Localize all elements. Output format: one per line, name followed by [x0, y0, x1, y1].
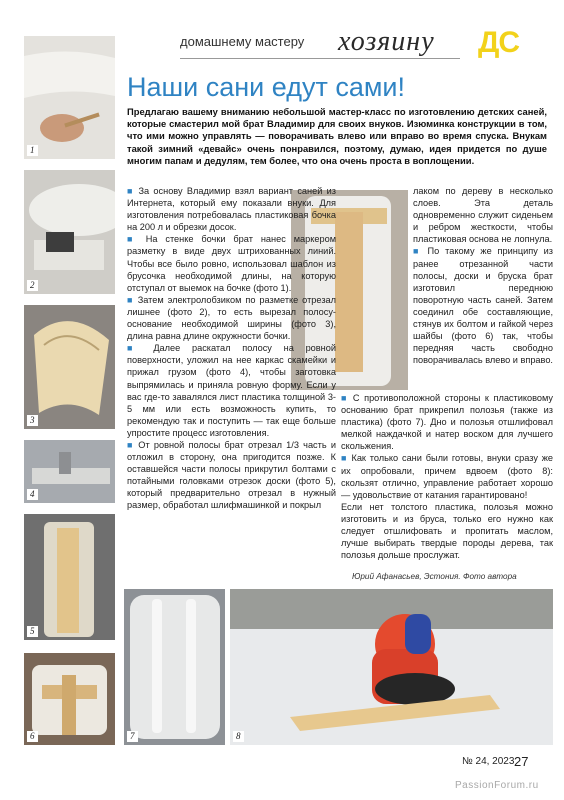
article-column-2-bottom: [341, 392, 553, 561]
photo-5-illustration: [24, 514, 115, 640]
author-credit: Юрий Афанасьев, Эстония. Фото автора: [352, 572, 517, 581]
photo-label: 7: [127, 731, 138, 742]
photo-1: [24, 36, 115, 159]
article-lead: Предлагаю вашему вниманию небольшой мастер-класс по изготовлению детских саней, которые смастерил мой брат Владимир для своих внуков. Изюминка конструкции в том, что ими можно управлять — поворачивать влево или вправо во время спуска. Внукам такой зимний «девайс» очень понравился, поэтому, думаю, идея придется по душе многим папам и дедулям, тем более, что она очень проста в воплощении.: [127, 106, 547, 166]
article-column-2-top: [413, 185, 553, 366]
paragraph: ■ На стенке бочки брат нанес маркером разметку в виде двух штрихованных линий. Чтобы все было ровно, использовал шаблон из брусочка необходимой длины, на которую отступал от выемок на бочке (фото 1).: [127, 234, 337, 293]
paragraph: ■ За основу Владимир взял вариант саней из Интернета, который ему показали внуки. Для изготовления потребовалась пластиковая бочка на 200 л и обрезки досок.: [127, 186, 336, 233]
photo-label: 8: [233, 731, 244, 742]
photo-2-illustration: [24, 170, 115, 294]
photo-label: 6: [27, 731, 38, 742]
photo-5: [24, 514, 115, 640]
magazine-logo: ДС: [478, 26, 520, 59]
photo-3: [24, 305, 115, 429]
paragraph: ■ От ровной полосы брат отрезал 1/3 часть и отложил в сторону, она пригодится позже. К оставшейся части полосы прикрутил болтами с потайными головками отрезок доски (фото 5), который предварительно отрезал в нужный размер, обработал шлифмашинкой и покрыл: [127, 439, 337, 511]
section-subtitle: домашнему мастеру: [180, 34, 305, 49]
magazine-title: хозяину: [338, 26, 435, 57]
photo-4: [24, 440, 115, 503]
photo-7: [124, 589, 225, 745]
paragraph: Если нет толстого пластика, полозья можно изготовить и из бруса, только его нужно как следует отшлифовать и пропитать маслом, лучше выбирать твердые породы дерева, так полозья дольше прослужат.: [341, 501, 553, 561]
photo-8-illustration: [230, 589, 553, 745]
photo-label: 5: [27, 626, 38, 637]
article-title: Наши сани едут сами!: [127, 72, 405, 102]
photo-3-illustration: [24, 305, 115, 429]
watermark: PassionForum.ru: [455, 780, 539, 791]
paragraph: ■ Затем электролобзиком по разметке отрезал лишнее (фото 2), то есть вырезал полосу-основание необходимой ширины (фото 3), длина равна длине окружности бочки.: [127, 294, 336, 342]
photo-6: [24, 653, 115, 745]
photo-1-illustration: [24, 36, 115, 159]
issue-number: № 24, 2023: [462, 756, 515, 767]
photo-2: [24, 170, 115, 294]
paragraph: ■ Далее раскатал полосу на ровной поверхности, уложил на нее каркас скамейки и прижал грузом (фото 4), чтобы заготовка выпрямилась и приняла ровную форму. Если у вас где-то завалялся лист пластика толщиной 3-5 мм или есть возможность купить, то рекомендую так и поступить — так еще больше упростите процесс изготовления.: [127, 343, 336, 438]
photo-label: 3: [27, 415, 38, 426]
photo-8: [230, 589, 553, 745]
article-column-1: [127, 185, 336, 512]
photo-label: 2: [27, 280, 38, 291]
paragraph: лаком по дереву в несколько слоев. Эта деталь одновременно служит сиденьем и ребром жесткости, чтобы пластиковая основа не лопнула.: [413, 186, 553, 245]
page-number: 27: [514, 754, 529, 769]
photo-label: 1: [27, 145, 38, 156]
photo-label: 4: [27, 489, 38, 500]
paragraph: ■ С противоположной стороны к пластиковому основанию брат прикрепил полозья (также из пластика) (фото 7). Дно и полозья отшлифовал мелкой наждачкой и натер воском для лучшего скольжения.: [341, 393, 553, 452]
paragraph: ■ Как только сани были готовы, внуки сразу же их опробовали, причем вдвоем (фото 8): скользят отлично, управление работает хорошо — удовольствие от катания гарантировано!: [341, 453, 554, 500]
photo-7-illustration: [124, 589, 225, 745]
paragraph: ■ По такому же принципу из ранее отрезанной части полосы, доски и бруска брат изготовил переднюю поворотную часть саней. Затем соединил обе составляющие, стянув их болтом и гайкой через шайбы (фото 6) так, чтобы передняя часть свободно поворачивалась влево и вправо.: [413, 246, 553, 366]
header-divider: [180, 58, 460, 59]
photo-6-illustration: [24, 653, 115, 745]
photo-4-illustration: [24, 440, 115, 503]
